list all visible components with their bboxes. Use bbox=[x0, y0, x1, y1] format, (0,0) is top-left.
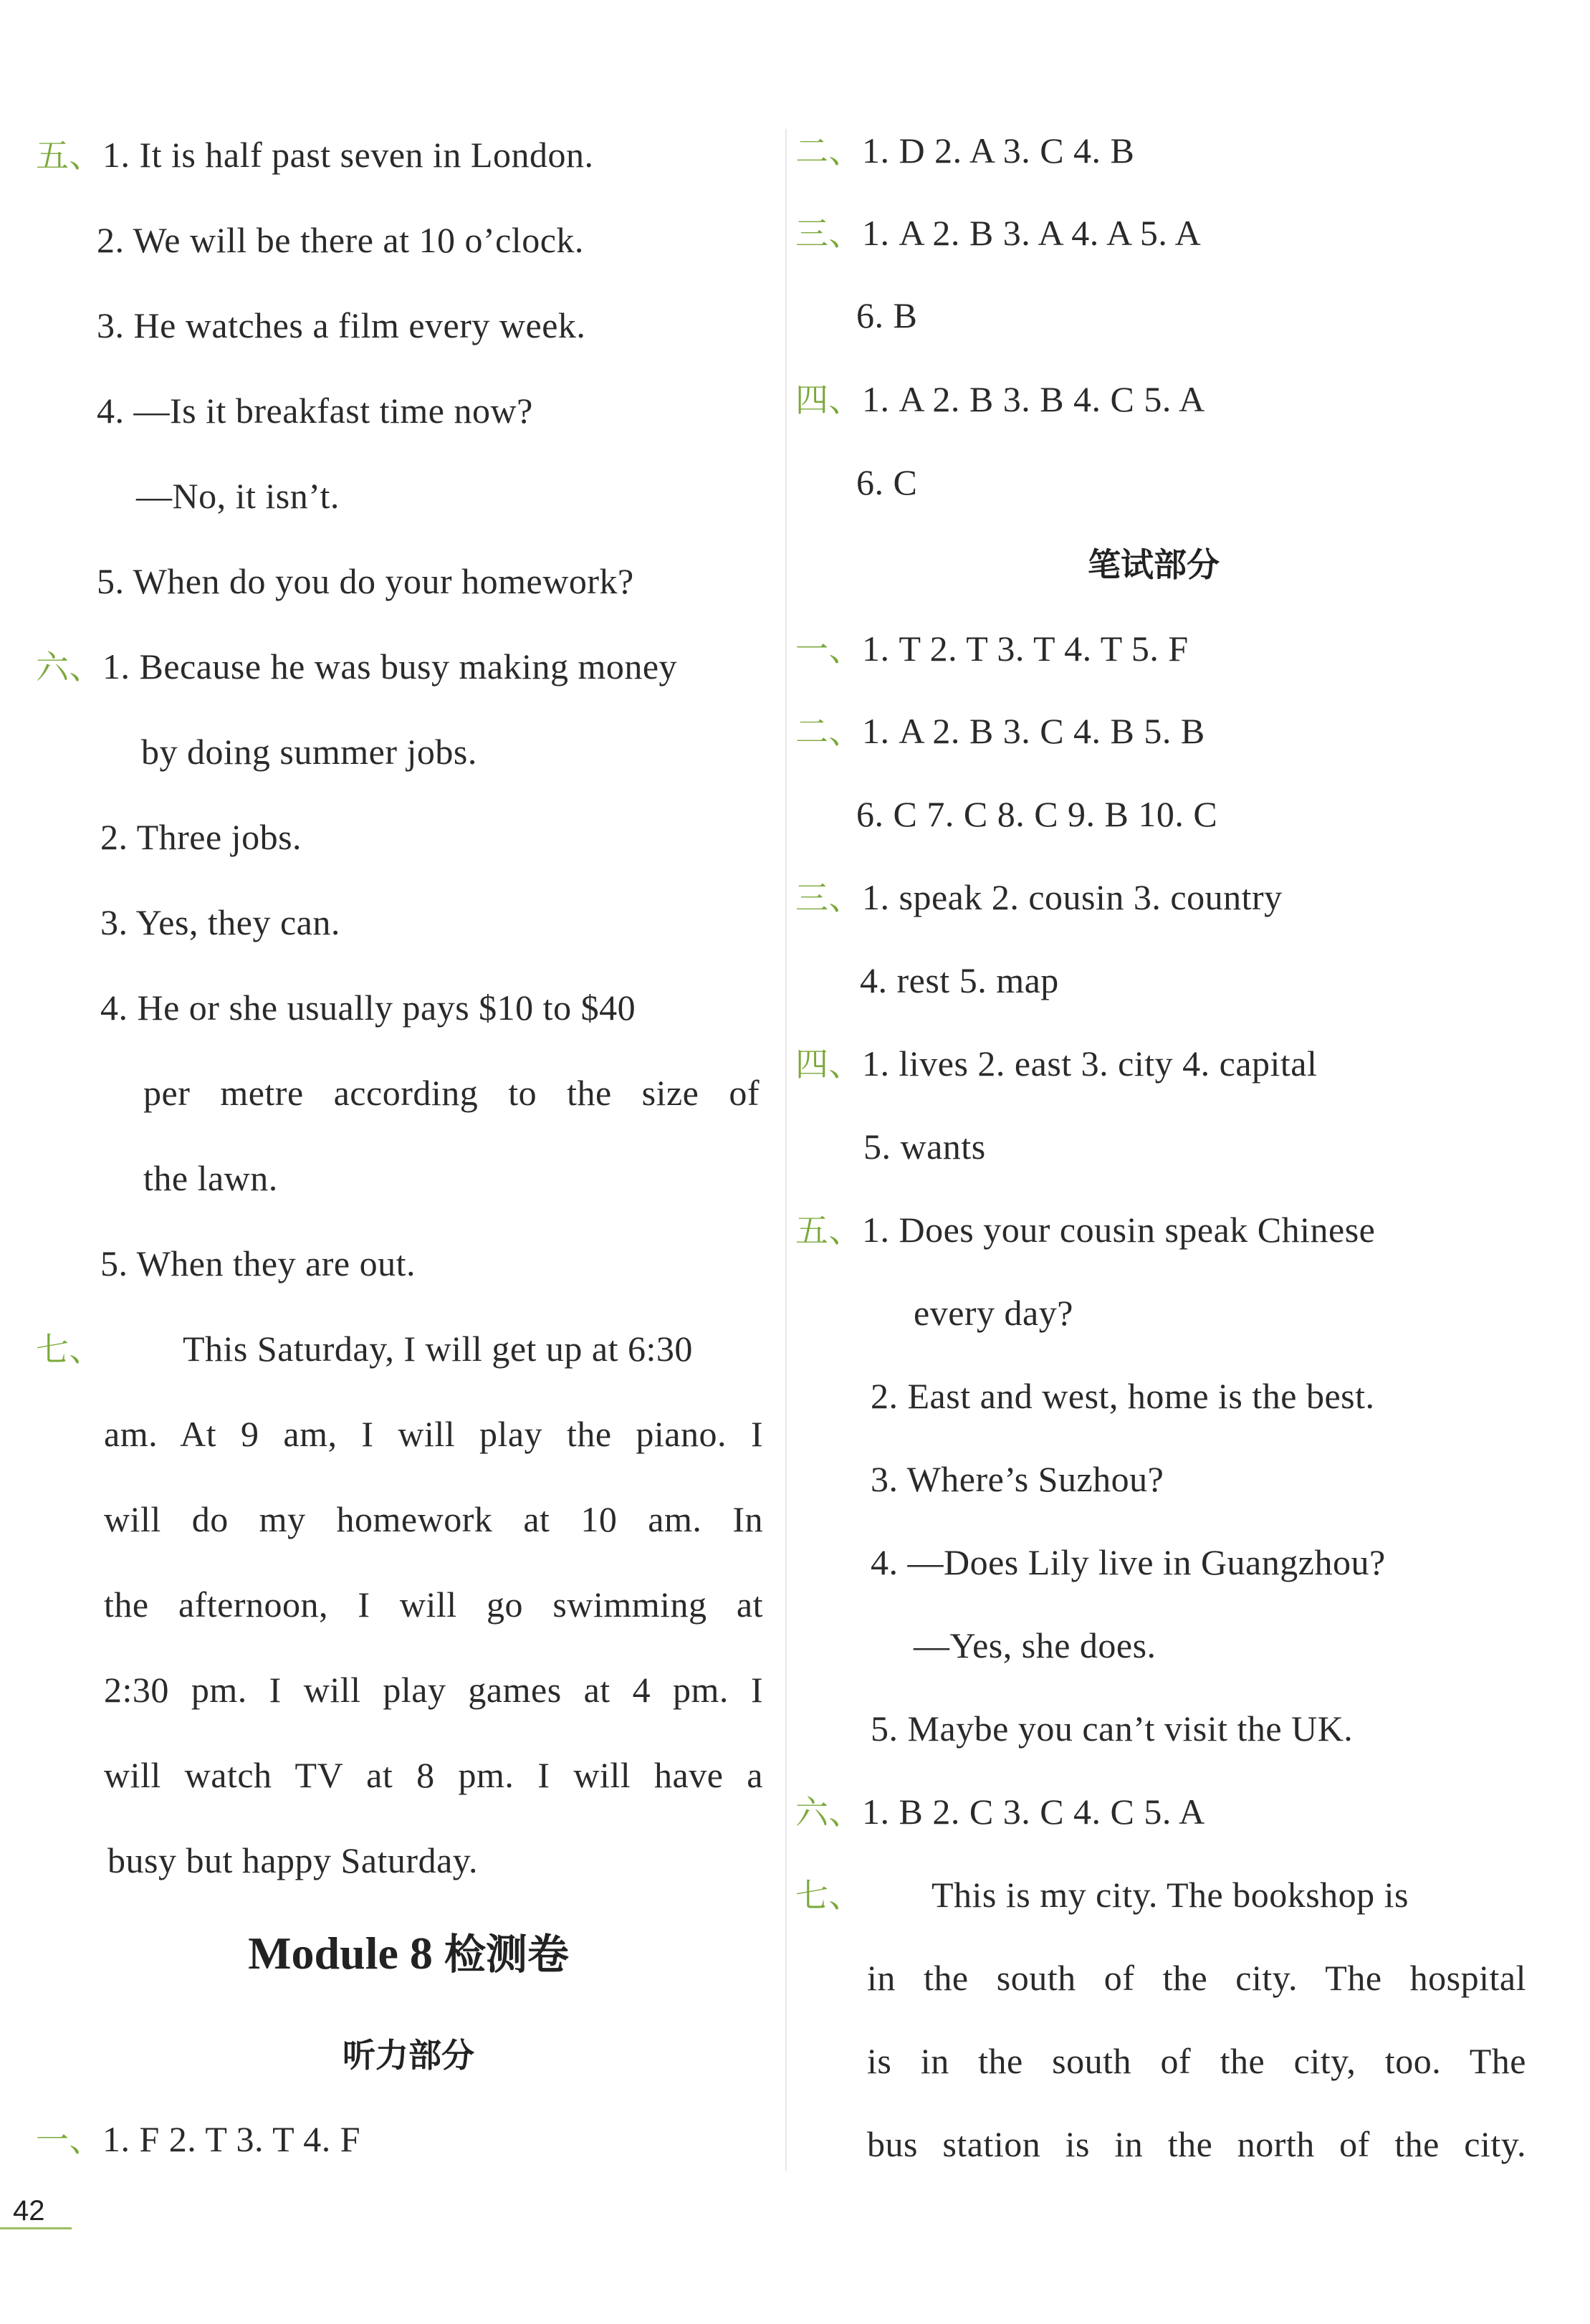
section-number: 五、 bbox=[36, 136, 102, 175]
answer-line bbox=[871, 1707, 1353, 1750]
module-title-cn: 检测卷 bbox=[444, 1930, 569, 1979]
answer-text: 2. We will be there at 10 o’clock. bbox=[97, 220, 584, 260]
answer-line bbox=[871, 1458, 1164, 1501]
answer-line bbox=[795, 1790, 1205, 1834]
answer-line bbox=[871, 1374, 1375, 1417]
answer-text: per metre according to the size of bbox=[143, 1073, 760, 1113]
answer-text: This is my city. The bookshop is bbox=[932, 1875, 1409, 1915]
answer-line bbox=[856, 461, 917, 504]
answer-text: 4. —Does Lily live in Guangzhou? bbox=[871, 1542, 1386, 1582]
answer-text: will watch TV at 8 pm. I will have a bbox=[104, 1755, 763, 1795]
answer-text: the afternoon, I will go swimming at bbox=[104, 1584, 763, 1625]
answer-text: bus station is in the north of the city. bbox=[867, 2124, 1526, 2164]
answer-line bbox=[143, 1157, 278, 1200]
section-number: 七、 bbox=[795, 1876, 862, 1915]
answer-line bbox=[97, 560, 634, 603]
answer-line bbox=[104, 1498, 763, 1541]
answer-text: 2:30 pm. I will play games at 4 pm. I bbox=[104, 1670, 763, 1710]
written-section-heading: 笔试部分 bbox=[1088, 545, 1220, 584]
answer-line bbox=[97, 304, 585, 347]
answer-text: 5. When do you do your homework? bbox=[97, 561, 634, 601]
answer-line bbox=[104, 1668, 763, 1711]
answer-line bbox=[104, 1412, 763, 1455]
answer-line bbox=[104, 1754, 763, 1797]
answer-line bbox=[107, 1839, 478, 1882]
answer-line bbox=[860, 959, 1059, 1002]
answer-text: —Yes, she does. bbox=[914, 1625, 1156, 1665]
section-number: 三、 bbox=[795, 214, 862, 253]
answer-line bbox=[795, 876, 1283, 919]
answer-text: 1. speak 2. cousin 3. country bbox=[862, 877, 1283, 917]
answer-line bbox=[36, 1327, 693, 1371]
module-title bbox=[215, 1926, 602, 1981]
answer-text: busy but happy Saturday. bbox=[107, 1840, 479, 1880]
listening-section-heading: 听力部分 bbox=[343, 2036, 474, 2075]
answer-text: 5. wants bbox=[863, 1127, 986, 1167]
answer-line bbox=[914, 1624, 1156, 1667]
page-number: 42 bbox=[13, 2195, 45, 2227]
section-number: 二、 bbox=[795, 712, 862, 751]
answer-text: 5. When they are out. bbox=[100, 1243, 416, 1283]
section-number: 六、 bbox=[795, 1793, 862, 1832]
answer-text: the lawn. bbox=[143, 1158, 278, 1198]
answer-line bbox=[100, 986, 636, 1029]
answer-line bbox=[100, 901, 340, 944]
answer-text: 1. A 2. B 3. B 4. C 5. A bbox=[862, 379, 1205, 419]
answer-line bbox=[100, 816, 302, 859]
answer-line bbox=[97, 219, 584, 262]
answer-text: 6. C 7. C 8. C 9. B 10. C bbox=[856, 794, 1218, 834]
answer-line bbox=[136, 474, 340, 517]
answer-text: 6. B bbox=[856, 295, 918, 335]
answer-line bbox=[97, 389, 533, 432]
answer-line bbox=[104, 1583, 763, 1626]
answer-line bbox=[863, 1125, 986, 1168]
section-number: 三、 bbox=[795, 879, 862, 917]
answer-text: is in the south of the city, too. The bbox=[867, 2041, 1526, 2081]
answer-text: 6. C bbox=[856, 462, 918, 502]
answer-text: will do my homework at 10 am. In bbox=[104, 1499, 763, 1539]
section-number: 四、 bbox=[795, 1045, 862, 1084]
answer-line bbox=[795, 627, 1189, 671]
answer-line bbox=[795, 129, 1134, 173]
answer-text: 3. Yes, they can. bbox=[100, 902, 340, 942]
answer-line bbox=[36, 133, 593, 177]
answer-text: 4. rest 5. map bbox=[860, 960, 1059, 1000]
answer-line bbox=[867, 2040, 1526, 2082]
answer-text: every day? bbox=[914, 1293, 1073, 1333]
answer-line bbox=[795, 1042, 1317, 1086]
answer-line bbox=[871, 1541, 1386, 1584]
answer-text: 1. B 2. C 3. C 4. C 5. A bbox=[862, 1792, 1205, 1832]
answer-text: 5. Maybe you can’t visit the UK. bbox=[871, 1708, 1354, 1749]
answer-line bbox=[795, 211, 1201, 255]
answer-line bbox=[914, 1291, 1073, 1334]
answer-text: 1. lives 2. east 3. city 4. capital bbox=[862, 1043, 1318, 1084]
answer-text: 2. East and west, home is the best. bbox=[871, 1376, 1375, 1416]
answer-line bbox=[795, 709, 1205, 753]
answer-line bbox=[143, 1071, 760, 1114]
section-number: 二、 bbox=[795, 132, 862, 171]
page-number-rule bbox=[0, 2227, 72, 2229]
answer-text: 3. Where’s Suzhou? bbox=[871, 1459, 1164, 1499]
answer-text: 4. —Is it breakfast time now? bbox=[97, 391, 533, 431]
answer-text: —No, it isn’t. bbox=[136, 476, 340, 516]
answer-text: This Saturday, I will get up at 6:30 bbox=[183, 1329, 693, 1369]
section-number: 一、 bbox=[795, 630, 862, 669]
answer-text: 3. He watches a film every week. bbox=[97, 305, 586, 345]
answer-line bbox=[795, 1208, 1519, 1252]
answer-line bbox=[141, 730, 477, 773]
answer-line bbox=[856, 793, 1217, 836]
answer-line bbox=[856, 294, 917, 337]
answer-line bbox=[100, 1242, 416, 1285]
answer-text: 1. F 2. T 3. T 4. F bbox=[102, 2119, 361, 2159]
answer-text: 1. A 2. B 3. A 4. A 5. A bbox=[862, 213, 1202, 253]
answer-text: 1. A 2. B 3. C 4. B 5. B bbox=[862, 711, 1205, 751]
answer-text: in the south of the city. The hospital bbox=[867, 1958, 1526, 1998]
section-number: 七、 bbox=[36, 1330, 102, 1369]
column-divider bbox=[785, 129, 787, 2171]
answer-line bbox=[795, 1873, 1409, 1917]
module-title-en: Module 8 bbox=[248, 1928, 433, 1979]
answer-text: 4. He or she usually pays $10 to $40 bbox=[100, 988, 636, 1028]
answer-line bbox=[36, 645, 677, 689]
answer-text: by doing summer jobs. bbox=[141, 732, 477, 772]
answer-line bbox=[867, 1956, 1526, 1999]
answer-line bbox=[867, 2123, 1526, 2166]
section-number: 六、 bbox=[36, 648, 102, 687]
answer-text: 1. D 2. A 3. C 4. B bbox=[862, 130, 1135, 171]
answer-text: am. At 9 am, I will play the piano. I bbox=[104, 1414, 763, 1454]
section-number: 五、 bbox=[795, 1211, 862, 1250]
answer-text: 1. Because he was busy making money bbox=[102, 646, 678, 687]
answer-text: 1. T 2. T 3. T 4. T 5. F bbox=[862, 628, 1189, 669]
section-number: 四、 bbox=[795, 381, 862, 419]
answer-text: 1. Does your cousin speak Chinese bbox=[862, 1210, 1376, 1250]
answer-text: 1. It is half past seven in London. bbox=[102, 135, 594, 175]
answer-text: 2. Three jobs. bbox=[100, 817, 302, 857]
answer-line bbox=[795, 378, 1205, 421]
answer-line bbox=[36, 2118, 360, 2161]
section-number: 一、 bbox=[36, 2120, 102, 2159]
